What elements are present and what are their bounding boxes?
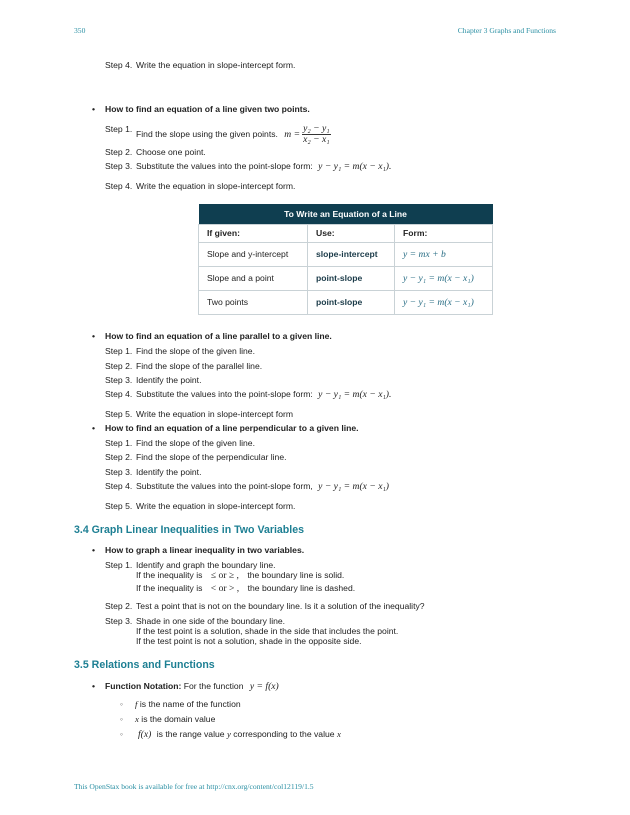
step-row: Step 4. Substitute the values into the point-slope form: y − y₁ = m(x − x₁).	[105, 389, 392, 400]
step-subline: If the inequality is ≤ or ≥ , the boundary line is solid.	[136, 570, 345, 581]
cell-use: point-slope	[308, 291, 395, 315]
list-item: ◦ f(x) is the range value y corresponding to the value x	[121, 729, 341, 741]
step-row: Step 5. Write the equation in slope-intercept form.	[105, 501, 296, 511]
point-slope-formula: y − y₁ = m(x − x₁).	[318, 161, 392, 172]
step-row: Step 1. Find the slope of the given line.	[105, 438, 255, 448]
cell-form: y − y₁ = m(x − x₁)	[403, 272, 474, 284]
step-label: Step 1.	[105, 123, 133, 134]
step-row	[105, 119, 331, 146]
table-title: To Write an Equation of a Line	[199, 204, 493, 225]
cell-use: slope-intercept	[308, 243, 395, 267]
table-row	[199, 243, 493, 267]
equation-table	[198, 204, 493, 315]
bullet-parallel: • How to find an equation of a line parallel to a given line.	[92, 331, 332, 342]
list-item: ◦ x is the domain value	[121, 714, 215, 725]
cell-form: y − y₁ = m(x − x₁)	[403, 296, 474, 308]
step-row: Step 2. Find the slope of the perpendicular line.	[105, 452, 287, 462]
list-item: ◦ f is the name of the function	[121, 699, 241, 710]
table-row	[199, 291, 493, 315]
bullet-function-notation: • Function Notation: For the function y = f(x)	[92, 681, 279, 693]
step-subline: If the inequality is < or > , the boundary line is dashed.	[136, 583, 356, 594]
step-row: Step 4. Substitute the values into the point-slope form, y − y₁ = m(x − x₁)	[105, 481, 389, 492]
chapter-title: Chapter 3 Graphs and Functions	[457, 26, 556, 35]
table-row	[199, 267, 493, 291]
col-header: If given:	[199, 225, 308, 243]
slope-fraction: $\frac{\text{y₂ − y₁}}{\text{x₂ − x₁}}$	[303, 123, 330, 146]
cell-given: Two points	[199, 291, 308, 315]
step-text: Find the slope using the given points.	[136, 128, 278, 139]
table-header-row	[199, 225, 493, 243]
cell-form: y = mx + b	[403, 248, 446, 260]
step-row: Step 3. Identify the point.	[105, 467, 202, 477]
step-row	[105, 60, 295, 71]
step-row: Step 1. Find the slope of the given line.	[105, 346, 255, 356]
step-row: Step 3. Identify the point.	[105, 375, 202, 385]
step-row: Step 5. Write the equation in slope-intercept form	[105, 409, 293, 419]
bullet-inequality: • How to graph a linear inequality in two variables.	[92, 545, 304, 556]
step-label: Step 4.	[105, 60, 133, 70]
col-header: Form:	[395, 225, 493, 243]
cell-given: Slope and a point	[199, 267, 308, 291]
step-row: Step 2. Find the slope of the parallel line.	[105, 361, 263, 371]
slope-lhs: m =	[284, 128, 301, 140]
step-row: Step 1. Identify and graph the boundary line.	[105, 560, 276, 570]
step-row: Step 3. Substitute the values into the point-slope form: y − y₁ = m(x − x₁).	[105, 161, 392, 172]
step-row: Step 4. Write the equation in slope-intercept form.	[105, 181, 296, 191]
section-title-3-4: 3.4 Graph Linear Inequalities in Two Variables	[74, 524, 304, 536]
section-title-3-5: 3.5 Relations and Functions	[74, 659, 215, 671]
step-row: Step 2. Test a point that is not on the boundary line. Is it a solution of the inequality?	[105, 601, 425, 611]
bullet-two-points: • How to find an equation of a line given two points.	[92, 104, 310, 115]
step-text: Write the equation in slope-intercept form.	[136, 60, 296, 70]
step-subline: If the test point is a solution, shade in the side that includes the point.	[136, 626, 399, 636]
footer-text: This OpenStax book is available for free at http://cnx.org/content/col12119/1.5	[74, 782, 314, 791]
step-row: Step 3. Shade in one side of the boundary line.	[105, 616, 286, 626]
bullet-perpendicular: • How to find an equation of a line perpendicular to a given line.	[92, 423, 359, 434]
cell-use: point-slope	[308, 267, 395, 291]
col-header: Use:	[308, 225, 395, 243]
cell-given: Slope and y-intercept	[199, 243, 308, 267]
page-number: 350	[74, 26, 86, 35]
step-subline: If the test point is not a solution, shade in the opposite side.	[136, 636, 362, 646]
step-row: Step 2. Choose one point.	[105, 147, 206, 157]
